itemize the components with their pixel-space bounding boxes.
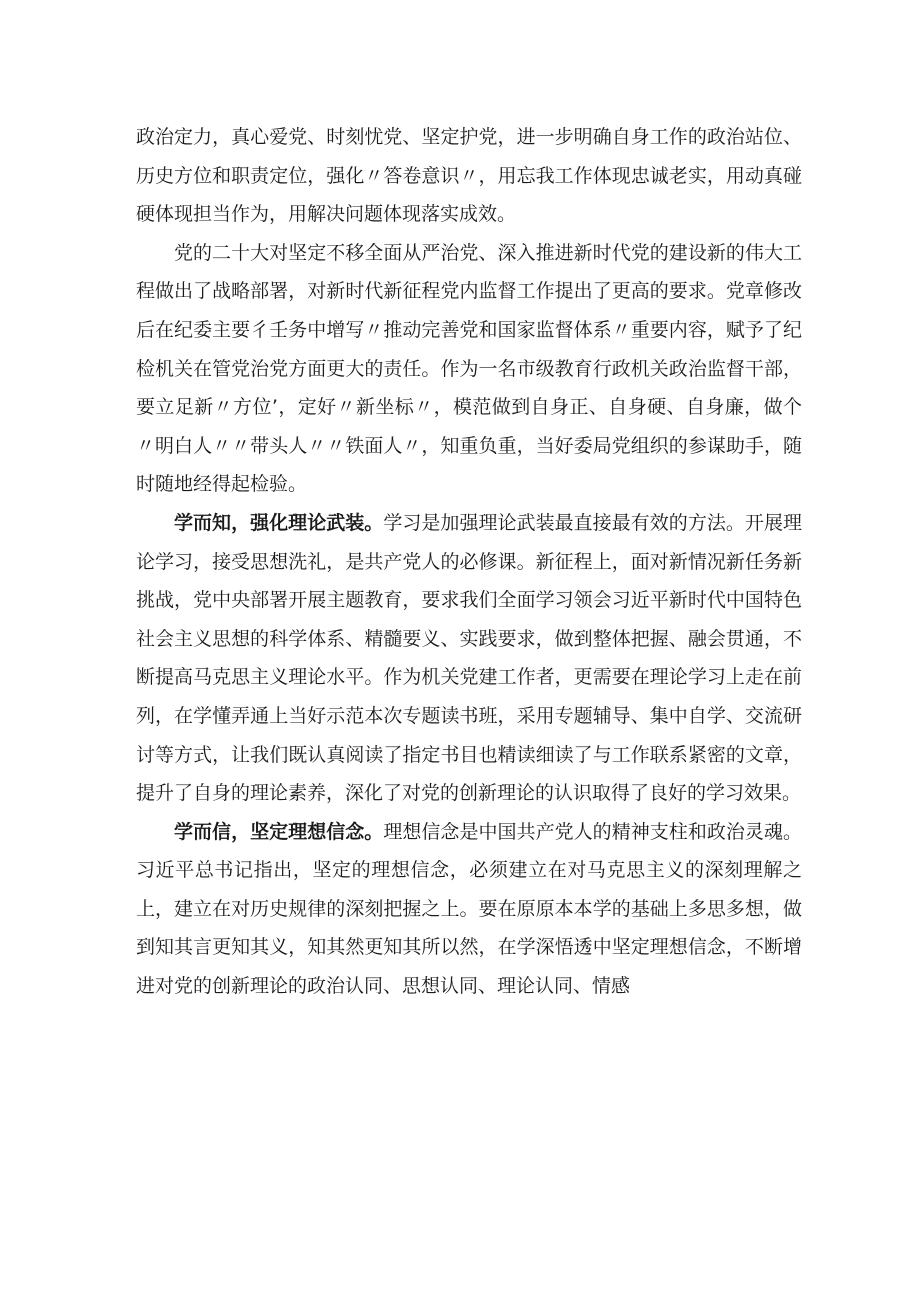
paragraph-party-congress [136, 234, 802, 504]
paragraph-continuation [136, 118, 802, 234]
paragraph-learn-and-know [136, 504, 802, 813]
paragraph-heading: 学而知，强化理论武装。 [174, 511, 384, 534]
document-body [136, 118, 802, 1006]
paragraph-text: 党的二十大对坚定不移全面从严治党、深入推进新时代党的建设新的伟大工程做出了战略部署，对新时代新征程党内监督工作提出了更高的要求。党章修改后在纪委主要彳壬务中增写〃推动完善党和国家监督体系〃重要内容，赋予了纪检机关在管党治党方面更大的责任。作为一名市级教育行政机关政治监督干部，要立足新〃方位’，定好〃新坐标〃，模范做到自身正、自身硬、自身廉，做个〃明白人〃〃带头人〃〃铁面人〃，知重负重，当好委局党组织的参谋助手，随时随地经得起检验。 [136, 241, 802, 496]
paragraph-learn-and-believe [136, 813, 802, 1006]
paragraph-text: 理想信念是中国共产党人的精神支柱和政治灵魂。习近平总书记指出，坚定的理想信念，必须建立在对马克思主义的深刻理解之上，建立在对历史规律的深刻把握之上。要在原原本本学的基础上多思多想，做到知其言更知其义，知其然更知其所以然，在学深悟透中坚定理想信念，不断增进对党的创新理论的政治认同、思想认同、理论认同、情感 [136, 820, 802, 998]
paragraph-heading: 学而信，坚定理想信念。 [174, 820, 384, 843]
paragraph-text: 学习是加强理论武装最直接最有效的方法。开展理论学习，接受思想洗礼，是共产党人的必修课。新征程上，面对新情况新任务新挑战，党中央部署开展主题教育，要求我们全面学习领会习近平新时代中国特色社会主义思想的科学体系、精髓要义、实践要求，做到整体把握、融会贯通，不断提高马克思主义理论水平。作为机关党建工作者，更需要在理论学习上走在前列，在学懂弄通上当好示范本次专题读书班，采用专题辅导、集中自学、交流研讨等方式，让我们既认真阅读了指定书目也精读细读了与工作联系紧密的文章，提升了自身的理论素养，深化了对党的创新理论的认识取得了良好的学习效果。 [136, 511, 802, 805]
paragraph-text: 政治定力，真心爱党、时刻忧党、坚定护党，进一步明确自身工作的政治站位、历史方位和职责定位，强化〃答卷意识〃，用忘我工作体现忠诚老实，用动真碰硬体现担当作为，用解决问题体现落实成效。 [136, 126, 802, 226]
